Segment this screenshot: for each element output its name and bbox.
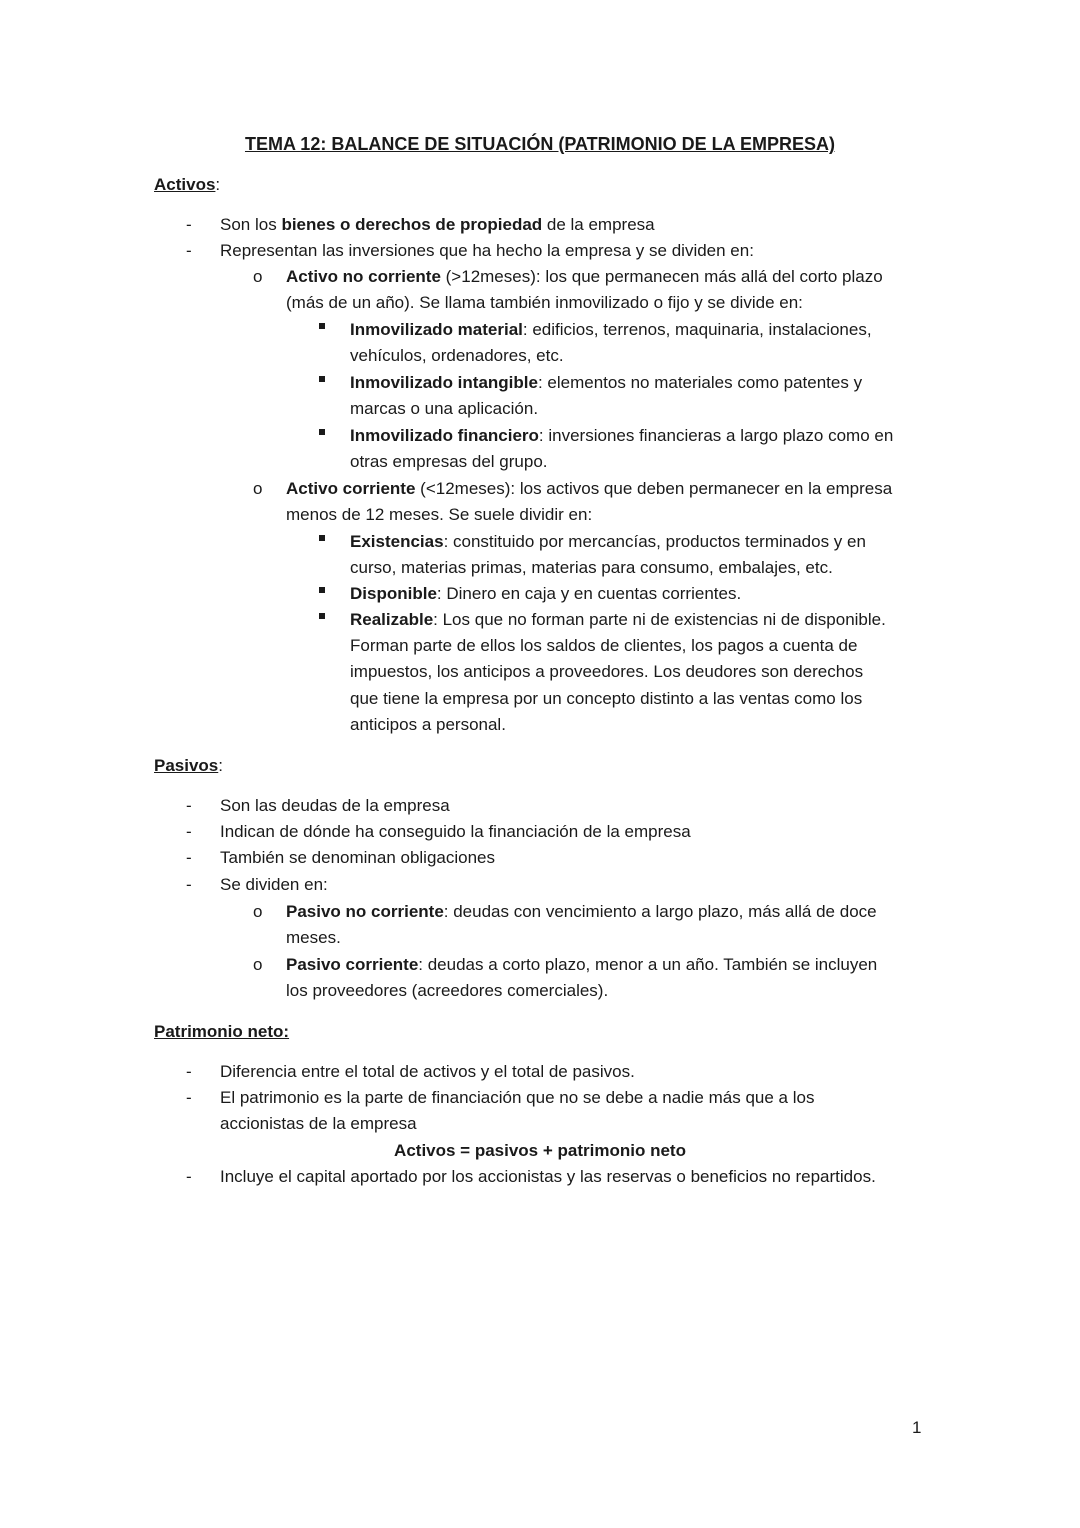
realizable-line-1: Realizable: Los que no forman parte ni de existencias ni de disponible.: [350, 610, 886, 629]
section-heading-activos: [154, 172, 220, 198]
existencias-line-1: Existencias: constituido por mercancías, productos terminados y en: [350, 532, 866, 551]
pasivo-no-corriente-line-2: meses.: [286, 928, 341, 947]
dash-bullet: -: [186, 241, 192, 260]
square-bullet-icon: [319, 323, 325, 329]
patrimonio-item-2-line-1: El patrimonio es la parte de financiación que no se debe a nadie más que a los: [220, 1088, 815, 1107]
activos-heading-text: Activos: [154, 175, 216, 194]
square-bullet-icon: [319, 535, 325, 541]
circle-bullet: o: [253, 479, 263, 498]
dash-bullet: -: [186, 1062, 192, 1081]
page-title: TEMA 12: BALANCE DE SITUACIÓN (PATRIMONIO DE LA EMPRESA): [244, 134, 835, 154]
page-number: 1: [912, 1418, 922, 1437]
realizable-line-3: impuestos, los anticipos a proveedores. Los deudores son derechos: [350, 662, 864, 681]
section-heading-patrimonio: [154, 1019, 289, 1045]
circle-bullet: o: [253, 902, 263, 921]
square-bullet-icon: [319, 587, 325, 593]
square-bullet-icon: [319, 429, 325, 435]
pasivos-item-1: Son las deudas de la empresa: [220, 796, 450, 815]
pasivo-no-corriente-line-1: Pasivo no corriente: deudas con vencimiento a largo plazo, más allá de doce: [286, 902, 877, 921]
inmovilizado-financiero-line-1: Inmovilizado financiero: inversiones financieras a largo plazo como en: [350, 426, 894, 445]
realizable-line-2: Forman parte de ellos los saldos de clientes, los pagos a cuenta de: [350, 636, 858, 655]
patrimonio-item-1: Diferencia entre el total de activos y el total de pasivos.: [220, 1062, 635, 1081]
dash-bullet: -: [186, 796, 192, 815]
realizable-line-5: anticipos a personal.: [350, 715, 506, 734]
inmovilizado-intangible-line-2: marcas o una aplicación.: [350, 399, 539, 418]
patrimonio-heading-text: Patrimonio neto:: [154, 1022, 290, 1041]
activo-no-corriente-line-1: Activo no corriente (>12meses): los que permanecen más allá del corto plazo: [286, 267, 883, 286]
dash-bullet: -: [186, 848, 192, 867]
patrimonio-item-3: Incluye el capital aportado por los accionistas y las reservas o beneficios no repartidos.: [220, 1167, 876, 1186]
disponible-line-1: Disponible: Dinero en caja y en cuentas corrientes.: [350, 584, 742, 603]
activos-item-1: Son los bienes o derechos de propiedad de la empresa: [220, 215, 655, 234]
activo-no-corriente-line-2: (más de un año). Se llama también inmovilizado o fijo y se divide en:: [286, 293, 803, 312]
balance-equation: Activos = pasivos + patrimonio neto: [394, 1141, 686, 1160]
circle-bullet: o: [253, 267, 263, 286]
square-bullet-icon: [319, 376, 325, 382]
activo-corriente-line-1: Activo corriente (<12meses): los activos que deben permanecer en la empresa: [286, 479, 893, 498]
inmovilizado-material-line-1: Inmovilizado material: edificios, terrenos, maquinaria, instalaciones,: [350, 320, 872, 339]
pasivos-heading-text: Pasivos: [154, 756, 219, 775]
pasivo-corriente-line-2: los proveedores (acreedores comerciales).: [286, 981, 609, 1000]
dash-bullet: -: [186, 215, 192, 234]
pasivo-corriente-line-1: Pasivo corriente: deudas a corto plazo, menor a un año. También se incluyen: [286, 955, 878, 974]
dash-bullet: -: [186, 1088, 192, 1107]
activos-item-2: Representan las inversiones que ha hecho la empresa y se dividen en:: [220, 241, 754, 260]
patrimonio-item-2-line-2: accionistas de la empresa: [220, 1114, 417, 1133]
section-heading-pasivos: [154, 753, 223, 779]
existencias-line-2: curso, materias primas, materias para consumo, embalajes, etc.: [350, 558, 833, 577]
inmovilizado-financiero-line-2: otras empresas del grupo.: [350, 452, 548, 471]
realizable-line-4: que tiene la empresa por un concepto distinto a las ventas como los: [350, 689, 863, 708]
square-bullet-icon: [319, 613, 325, 619]
pasivos-item-4: Se dividen en:: [220, 875, 328, 894]
dash-bullet: -: [186, 1167, 192, 1186]
dash-bullet: -: [186, 822, 192, 841]
dash-bullet: -: [186, 875, 192, 894]
activo-corriente-line-2: menos de 12 meses. Se suele dividir en:: [286, 505, 593, 524]
pasivos-item-2: Indican de dónde ha conseguido la financiación de la empresa: [220, 822, 691, 841]
pasivos-item-3: También se denominan obligaciones: [220, 848, 496, 867]
pasivos-heading-colon: :: [218, 756, 223, 775]
inmovilizado-material-line-2: vehículos, ordenadores, etc.: [350, 346, 564, 365]
activos-heading-colon: :: [215, 175, 221, 194]
circle-bullet: o: [253, 955, 263, 974]
inmovilizado-intangible-line-1: Inmovilizado intangible: elementos no materiales como patentes y: [350, 373, 863, 392]
